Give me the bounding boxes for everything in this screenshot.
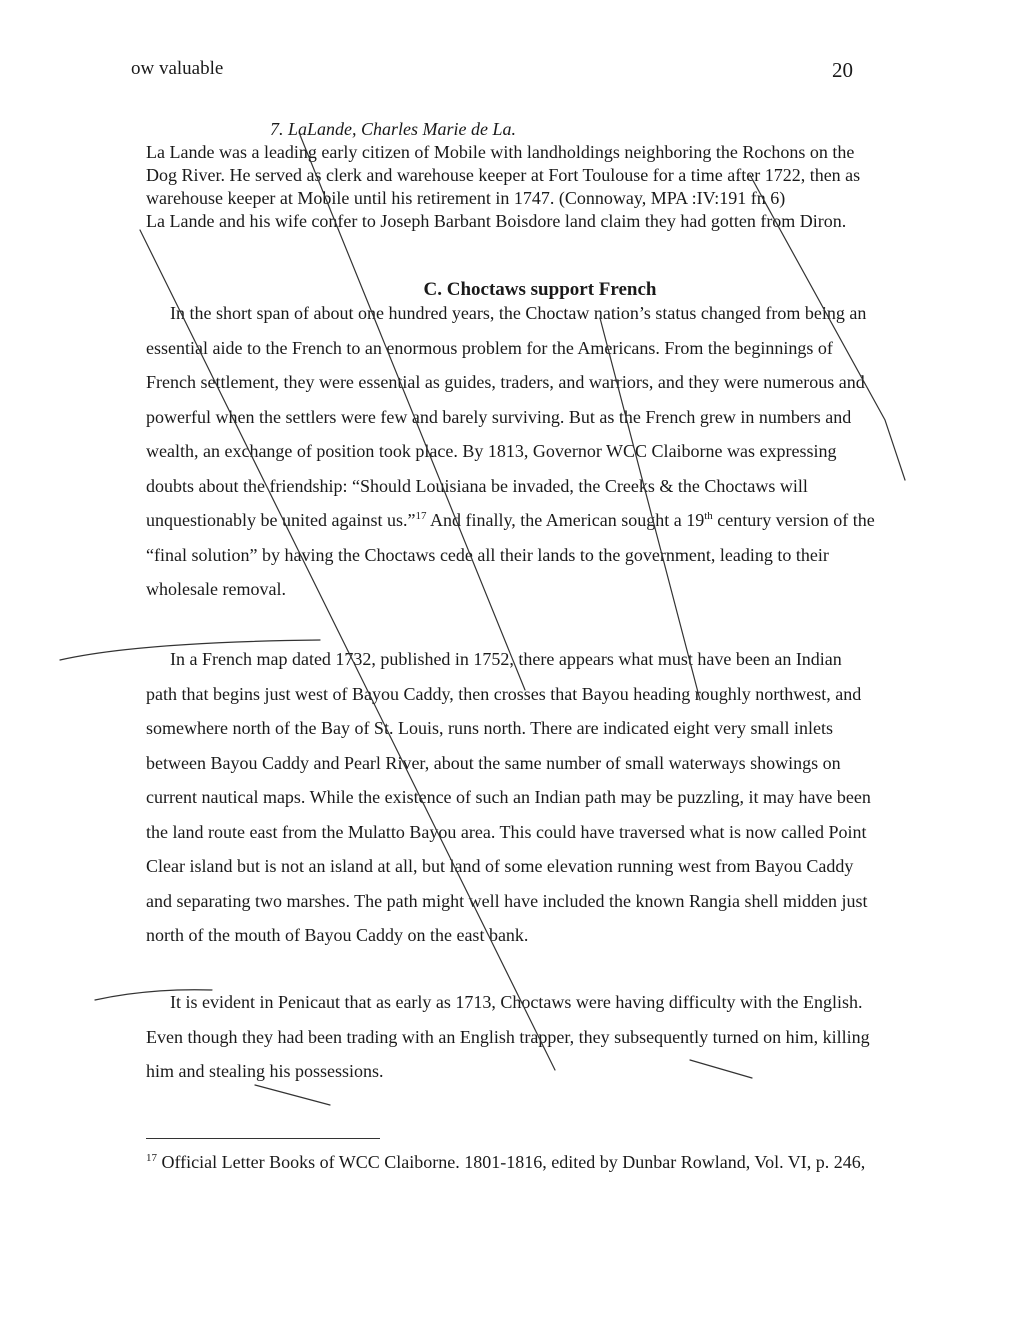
footnote-text: Official Letter Books of WCC Claiborne. 1801-1816, edited by Dunbar Rowland, Vol. VI, p. 246, — [157, 1152, 866, 1172]
footnote-reference: 17 — [415, 510, 427, 522]
paragraph-text: In the short span of about one hundred years, the Choctaw nation’s status changed from being an essential aide to the French to an enormous problem for the Americans. From the beginnings of French settlement, they were essential as guides, traders, and warriors, and they were numerous and powerful when the settlers were few and barely surviving. But as the French grew in numbers and wealth, an exchange of position took place. By 1813, Governor WCC Claiborne was expressing doubts about the friendship: “Should Louisiana be invaded, the Creeks & the Choctaws will unquestionably be united against us.” — [146, 303, 867, 530]
entry-paragraph: La Lande and his wife confer to Joseph Barbant Boisdore land claim they had gotten from Diron. — [146, 211, 847, 231]
footnote-number: 17 — [146, 1152, 157, 1164]
ordinal-suffix: th — [704, 510, 713, 522]
paragraph-text: It is evident in Penicaut that as early as 1713, Choctaws were having difficulty with the English. Even though they had been trading with an English trapper, they subsequently turned on him, killing him and stealing his possessions. — [146, 992, 870, 1081]
entry-body — [146, 141, 886, 233]
paragraph-penicaut — [146, 985, 876, 1089]
paragraph-text: century version of the “final solution” by having the Choctaws cede all their lands to the government, leading to their wholesale removal. — [146, 510, 875, 599]
page-number: 20 — [832, 58, 853, 82]
paragraph-text: In a French map dated 1732, published in 1752, there appears what must have been an Indian path that begins just west of Bayou Caddy, then crosses that Bayou heading roughly northwest, and somewhere north of the Bay of St. Louis, runs north. There are indicated eight very small inlets between Bayou Caddy and Pearl River, about the same number of small waterways showings on current nautical maps. While the existence of such an Indian path may be puzzling, it may have been the land route east from the Mulatto Bayou area. This could have traversed what is now called Point Clear island but is not an island at all, but land of some elevation running west from Bayou Caddy and separating two marshes. The path might well have included the known Rangia shell midden just north of the mouth of Bayou Caddy on the east bank. — [146, 649, 871, 945]
paragraph-text: And finally, the American sought a 19 — [426, 510, 705, 530]
paragraph-french-map — [146, 642, 876, 953]
footnote-separator — [146, 1138, 380, 1139]
running-header: ow valuable — [131, 58, 224, 79]
paragraph-choctaw-status — [146, 296, 876, 607]
footnote — [146, 1150, 876, 1174]
entry-title: 7. LaLande, Charles Marie de La. — [270, 119, 517, 139]
entry-paragraph: La Lande was a leading early citizen of Mobile with landholdings neighboring the Rochons on the Dog River. He served as clerk and warehouse keeper at Fort Toulouse for a time after 1722, then as warehouse keeper at Mobile until his retirement in 1747. (Connoway, MPA :IV:191 fn 6) — [146, 142, 861, 208]
section-heading: C. Choctaws support French — [423, 279, 657, 300]
